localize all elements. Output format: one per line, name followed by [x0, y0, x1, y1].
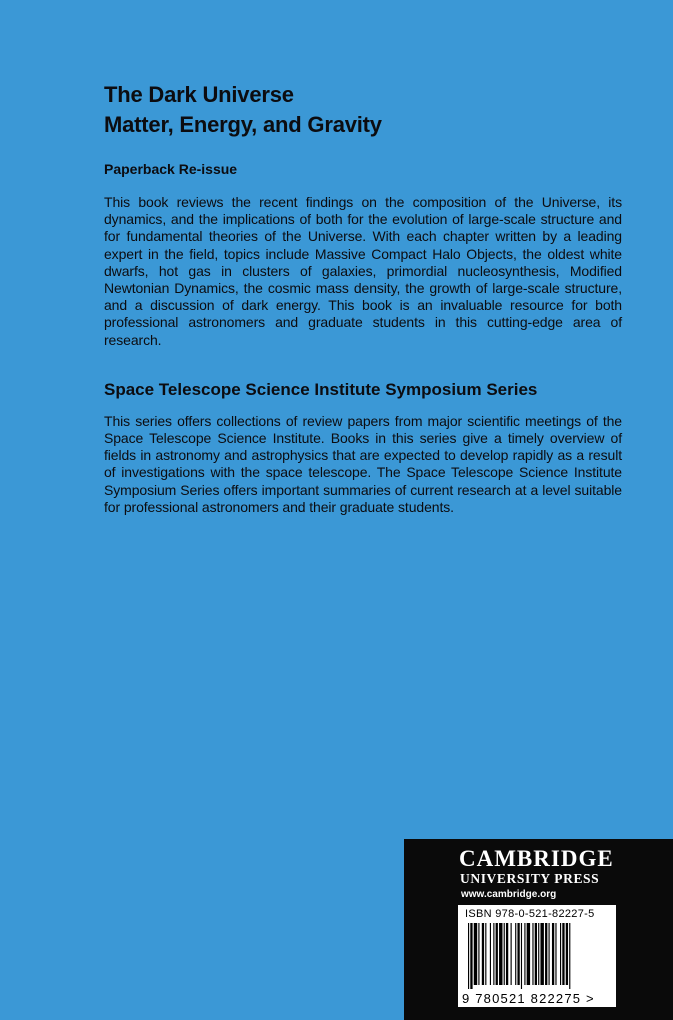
barcode-bar	[504, 923, 505, 985]
barcode-bar	[521, 923, 522, 989]
barcode-bar	[566, 923, 568, 985]
barcode-bar	[540, 923, 543, 985]
title-line-2: Matter, Energy, and Gravity	[104, 112, 382, 137]
barcode-panel	[458, 905, 616, 1007]
barcode-bar	[555, 923, 556, 985]
barcode-bar	[496, 923, 498, 985]
barcode-bar	[527, 923, 530, 985]
back-cover-content	[104, 80, 622, 516]
barcode-bar	[490, 923, 491, 985]
barcode-bar	[535, 923, 537, 985]
barcode-icon	[468, 923, 606, 989]
barcode-bar	[506, 923, 508, 985]
barcode-bar	[545, 923, 547, 985]
barcode-bar	[470, 923, 472, 989]
barcode-bar	[524, 923, 525, 985]
barcode-bar	[517, 923, 519, 985]
edition-label: Paperback Re-issue	[104, 161, 238, 177]
barcode-bar	[538, 923, 539, 985]
barcode-bar	[478, 923, 479, 985]
barcode-bar	[569, 923, 570, 989]
series-heading: Space Telescope Science Institute Symposium Series	[104, 379, 538, 399]
barcode-bar	[532, 923, 533, 985]
publisher-block	[404, 839, 673, 1020]
barcode-digits: 9 780521 822275 >	[462, 991, 595, 1006]
barcode-bar	[549, 923, 550, 985]
barcode-bar	[468, 923, 469, 989]
barcode-bar	[552, 923, 554, 985]
book-title	[104, 80, 622, 140]
barcode-bar	[560, 923, 561, 985]
series-description: This series offers collections of review papers from major scientific meetings of the Space Telescope Science Institute. Books in this series give a timely overview of fields in astronomy and astrophysics that are expected to develop rapidly as a result of investigations with the space telescope. The Space Telescope Science Institute Symposium Series offers important summaries of current research at a level suitable for professional astronomers and their graduate students.	[104, 412, 622, 515]
barcode-bar	[474, 923, 477, 985]
publisher-url[interactable]: www.cambridge.org	[461, 889, 557, 900]
barcode-bar	[482, 923, 484, 985]
publisher-name: CAMBRIDGE	[459, 846, 614, 871]
barcode-bar	[515, 923, 516, 985]
barcode-bar	[499, 923, 502, 985]
barcode-bar	[511, 923, 512, 985]
isbn-label: ISBN 978-0-521-82227-5	[465, 908, 595, 920]
title-line-1: The Dark Universe	[104, 82, 294, 107]
barcode-bar	[493, 923, 494, 985]
barcode-bar	[562, 923, 564, 985]
book-description: This book reviews the recent findings on the composition of the Universe, its dynamics, and the implications of both for the evolution of large-scale structure and for fundamental theories of the Universe. With each chapter written by a leading expert in the field, topics include Massive Compact Halo Objects, the oldest white dwarfs, hot gas in clusters of galaxies, primordial nucleosynthesis, Modified Newtonian Dynamics, the cosmic mass density, the growth of large-scale structure, and a discussion of dark energy. This book is an invaluable resource for both professional astronomers and graduate students in this cutting-edge area of research.	[104, 194, 622, 348]
publisher-subname: UNIVERSITY PRESS	[460, 871, 600, 886]
barcode-bar	[485, 923, 486, 985]
